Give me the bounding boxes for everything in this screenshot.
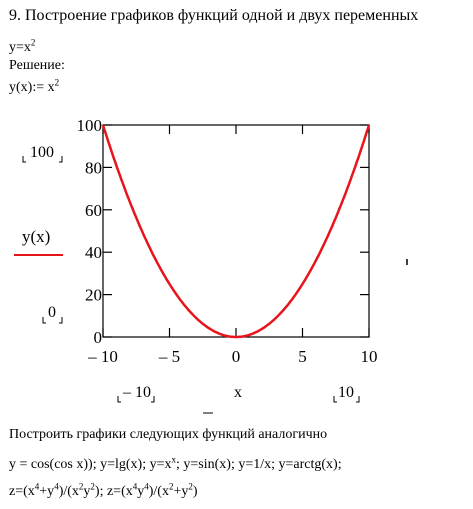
x-tick-label: 10 — [360, 347, 378, 366]
exponent-5: 2 — [78, 481, 84, 492]
y-tick-label: 0 — [93, 328, 102, 347]
xmax-marker[interactable]: 10 — [338, 384, 354, 401]
xmin-marker[interactable]: – 10 — [123, 384, 151, 401]
x-tick-label: – 10 — [88, 347, 118, 366]
x-tick-label: – 5 — [158, 347, 181, 366]
ymax-marker[interactable]: 100 — [30, 144, 54, 161]
ymin-marker[interactable]: 0 — [48, 304, 56, 321]
exponent-9: 4 — [132, 481, 138, 492]
text-run-0: z=(x — [9, 484, 35, 499]
text-run-14: +y — [173, 484, 189, 499]
x-tick-label: 5 — [298, 347, 307, 366]
formula-exponent: 2 — [30, 37, 36, 48]
definition-base: y(x):= x — [9, 80, 55, 95]
functions-list-line1 — [9, 454, 342, 473]
text-run-12: )/(x — [148, 484, 169, 499]
exponent-3: 4 — [54, 481, 59, 492]
definition-exponent: 2 — [54, 77, 60, 88]
y-tick-label: 100 — [76, 116, 102, 135]
functions-list-line2 — [9, 481, 198, 500]
y-tick-label: 40 — [85, 243, 102, 263]
y-tick-label: 20 — [85, 285, 102, 305]
formula-base: y=x — [9, 40, 31, 55]
y-axis-label[interactable]: y(x) — [22, 227, 51, 246]
text-run-2: +y — [39, 484, 55, 499]
solution-label: Решение: — [9, 58, 65, 73]
x-tick-label: 0 — [231, 347, 241, 366]
text-run-0: y = cos(cos x)); y=lg(x); y=x — [9, 457, 172, 472]
y-tick-label: 60 — [85, 200, 102, 220]
text-run-6: y — [83, 484, 91, 499]
text-run-4: )/(x — [58, 484, 79, 499]
exponent-11: 4 — [144, 481, 149, 492]
tick-labels — [77, 116, 378, 366]
exponent-13: 2 — [168, 481, 174, 492]
text-run-2: ; y=sin(x); y=1/x; y=arctg(x); — [176, 457, 342, 472]
exponent-15: 2 — [188, 481, 193, 492]
section-heading: 9. Построение графиков функций одной и двух переменных — [9, 7, 419, 24]
exponent-1: 4 — [34, 481, 40, 492]
text-run-16: ) — [192, 484, 198, 499]
text-run-8: ); z=(x — [94, 484, 133, 499]
instruction-text: Построить графики следующих функций аналогично — [9, 427, 328, 442]
series-curve-y — [103, 125, 369, 337]
text-run-10: y — [137, 484, 145, 499]
y-tick-label: 80 — [85, 158, 102, 178]
x-axis-label[interactable]: x — [234, 384, 242, 401]
exponent-1: x — [171, 454, 176, 465]
exponent-7: 2 — [90, 481, 95, 492]
